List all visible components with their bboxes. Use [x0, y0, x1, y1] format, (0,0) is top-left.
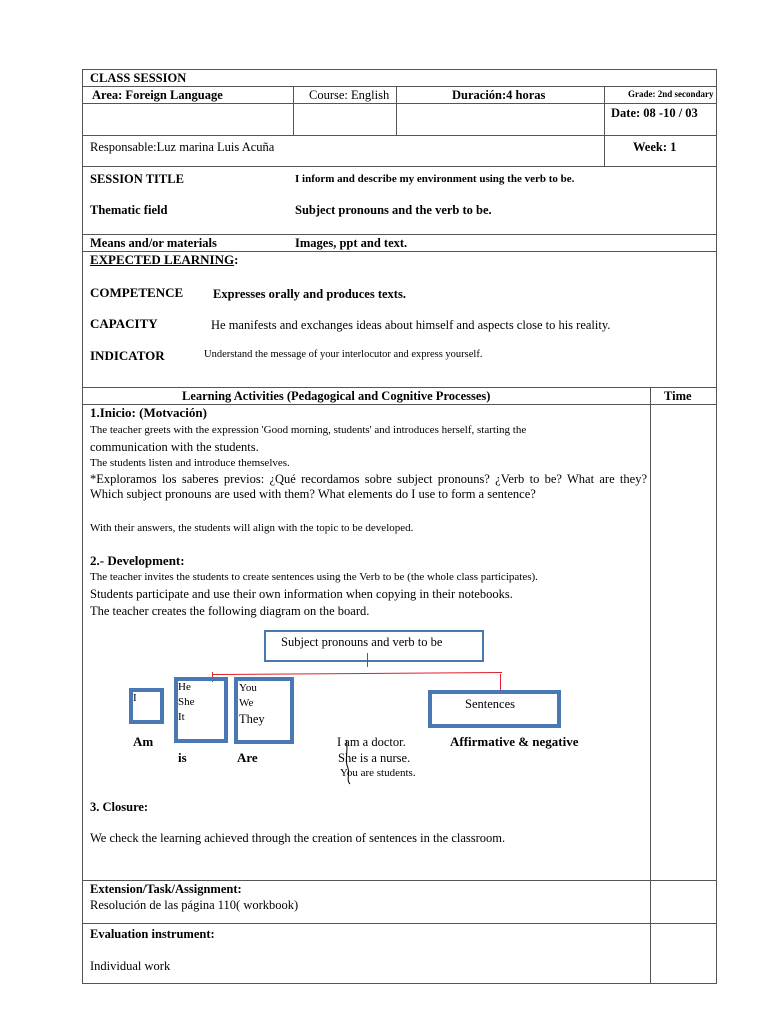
means-value: Images, ppt and text.: [295, 236, 408, 250]
development-title: 2.- Development:: [90, 553, 185, 568]
row-line: [82, 166, 717, 167]
col-line: [293, 86, 294, 135]
competence-label: COMPETENCE: [90, 285, 184, 300]
example-sentence-1: I am a doctor.: [337, 735, 406, 749]
closure-title: 3. Closure:: [90, 800, 149, 814]
time-header: Time: [664, 389, 692, 403]
means-label: Means and/or materials: [90, 236, 217, 250]
pronoun-she: She: [178, 696, 195, 708]
activities-header: Learning Activities (Pedagogical and Cognitive Processes): [182, 389, 491, 403]
pronoun-they: They: [239, 712, 265, 726]
closure-paragraph-1: We check the learning achieved through the creation of sentences in the classroom.: [90, 831, 506, 845]
pronoun-it: It: [178, 711, 185, 723]
course-label: Course: English: [309, 88, 390, 102]
row-line: [82, 86, 717, 87]
example-sentence-3: You are students.: [340, 767, 416, 779]
row-line: [82, 387, 717, 388]
inicio-paragraph-4: With their answers, the students will align with the topic to be developed.: [90, 522, 414, 534]
row-line: [82, 880, 717, 881]
grade-label: Grade: 2nd secondary: [628, 89, 714, 99]
thematic-field-value: Subject pronouns and the verb to be.: [295, 203, 492, 217]
thematic-field-label: Thematic field: [90, 203, 168, 217]
diagram-root-label: Subject pronouns and verb to be: [281, 635, 443, 649]
development-paragraph-3: The teacher creates the following diagram on the board.: [90, 604, 370, 618]
development-paragraph-2: Students participate and use their own information when copying in their notebooks.: [90, 587, 513, 601]
extension-label: Extension/Task/Assignment:: [90, 882, 242, 896]
row-line: [82, 103, 717, 104]
inicio-title: 1.Inicio: (Motvación): [90, 405, 207, 420]
row-line: [82, 234, 717, 235]
affirmative-negative-label: Affirmative & negative: [450, 734, 579, 749]
week-label: Week: 1: [633, 140, 677, 154]
pronoun-you: You: [239, 682, 257, 694]
sentences-label: Sentences: [465, 697, 515, 711]
inicio-paragraph-1b: communication with the students.: [90, 440, 259, 454]
area-label: Area: Foreign Language: [92, 88, 223, 102]
pronoun-i: I: [133, 692, 137, 704]
date-label: Date: 08 -10 / 03: [611, 106, 698, 120]
col-line: [396, 86, 397, 135]
evaluation-label: Evaluation instrument:: [90, 927, 215, 941]
capacity-label: CAPACITY: [90, 316, 158, 331]
verb-is: is: [178, 750, 187, 765]
verb-are: Are: [237, 750, 258, 765]
inicio-paragraph-2: The students listen and introduce themselves.: [90, 457, 290, 469]
evaluation-value: Individual work: [90, 959, 171, 973]
responsible-label: Responsable:Luz marina Luis Acuña: [90, 140, 275, 154]
diagram-connector: [367, 653, 368, 667]
pronoun-we: We: [239, 697, 254, 709]
expected-learning-heading-text: EXPECTED LEARNING: [90, 252, 235, 267]
session-title-value: I inform and describe my environment using the verb to be.: [295, 173, 575, 185]
pronoun-he: He: [178, 681, 191, 693]
class-session-title: CLASS SESSION: [90, 71, 187, 85]
session-title-label: SESSION TITLE: [90, 172, 184, 186]
capacity-value: He manifests and exchanges ideas about himself and aspects close to his reality.: [211, 318, 611, 332]
development-paragraph-1: The teacher invites the students to create sentences using the Verb to be (the whole class participates).: [90, 571, 538, 583]
example-sentence-2: She is a nurse.: [338, 751, 411, 765]
expected-learning-heading: [90, 253, 238, 268]
indicator-value: Understand the message of your interlocutor and express yourself.: [204, 349, 483, 360]
competence-value: Expresses orally and produces texts.: [213, 287, 406, 301]
duration-label: Duración:4 horas: [452, 88, 546, 102]
col-line: [650, 387, 651, 984]
inicio-paragraph-3: *Exploramos los saberes previos: ¿Qué recordamos sobre subject pronouns? ¿Verb to be? What are they? Which subject pronouns are used with them? What elements do I use to form a sentence?: [90, 472, 647, 501]
row-line: [82, 135, 717, 136]
inicio-paragraph-1: The teacher greets with the expression 'Good morning, students' and introduces herself, starting the: [90, 424, 527, 436]
col-line: [604, 86, 605, 166]
expected-learning-heading-colon: :: [234, 252, 239, 267]
extension-value: Resolución de las página 110( workbook): [90, 898, 299, 912]
bracket-mark-icon: [340, 738, 356, 786]
verb-am: Am: [133, 734, 154, 749]
indicator-label: INDICATOR: [90, 348, 165, 363]
row-line: [82, 923, 717, 924]
